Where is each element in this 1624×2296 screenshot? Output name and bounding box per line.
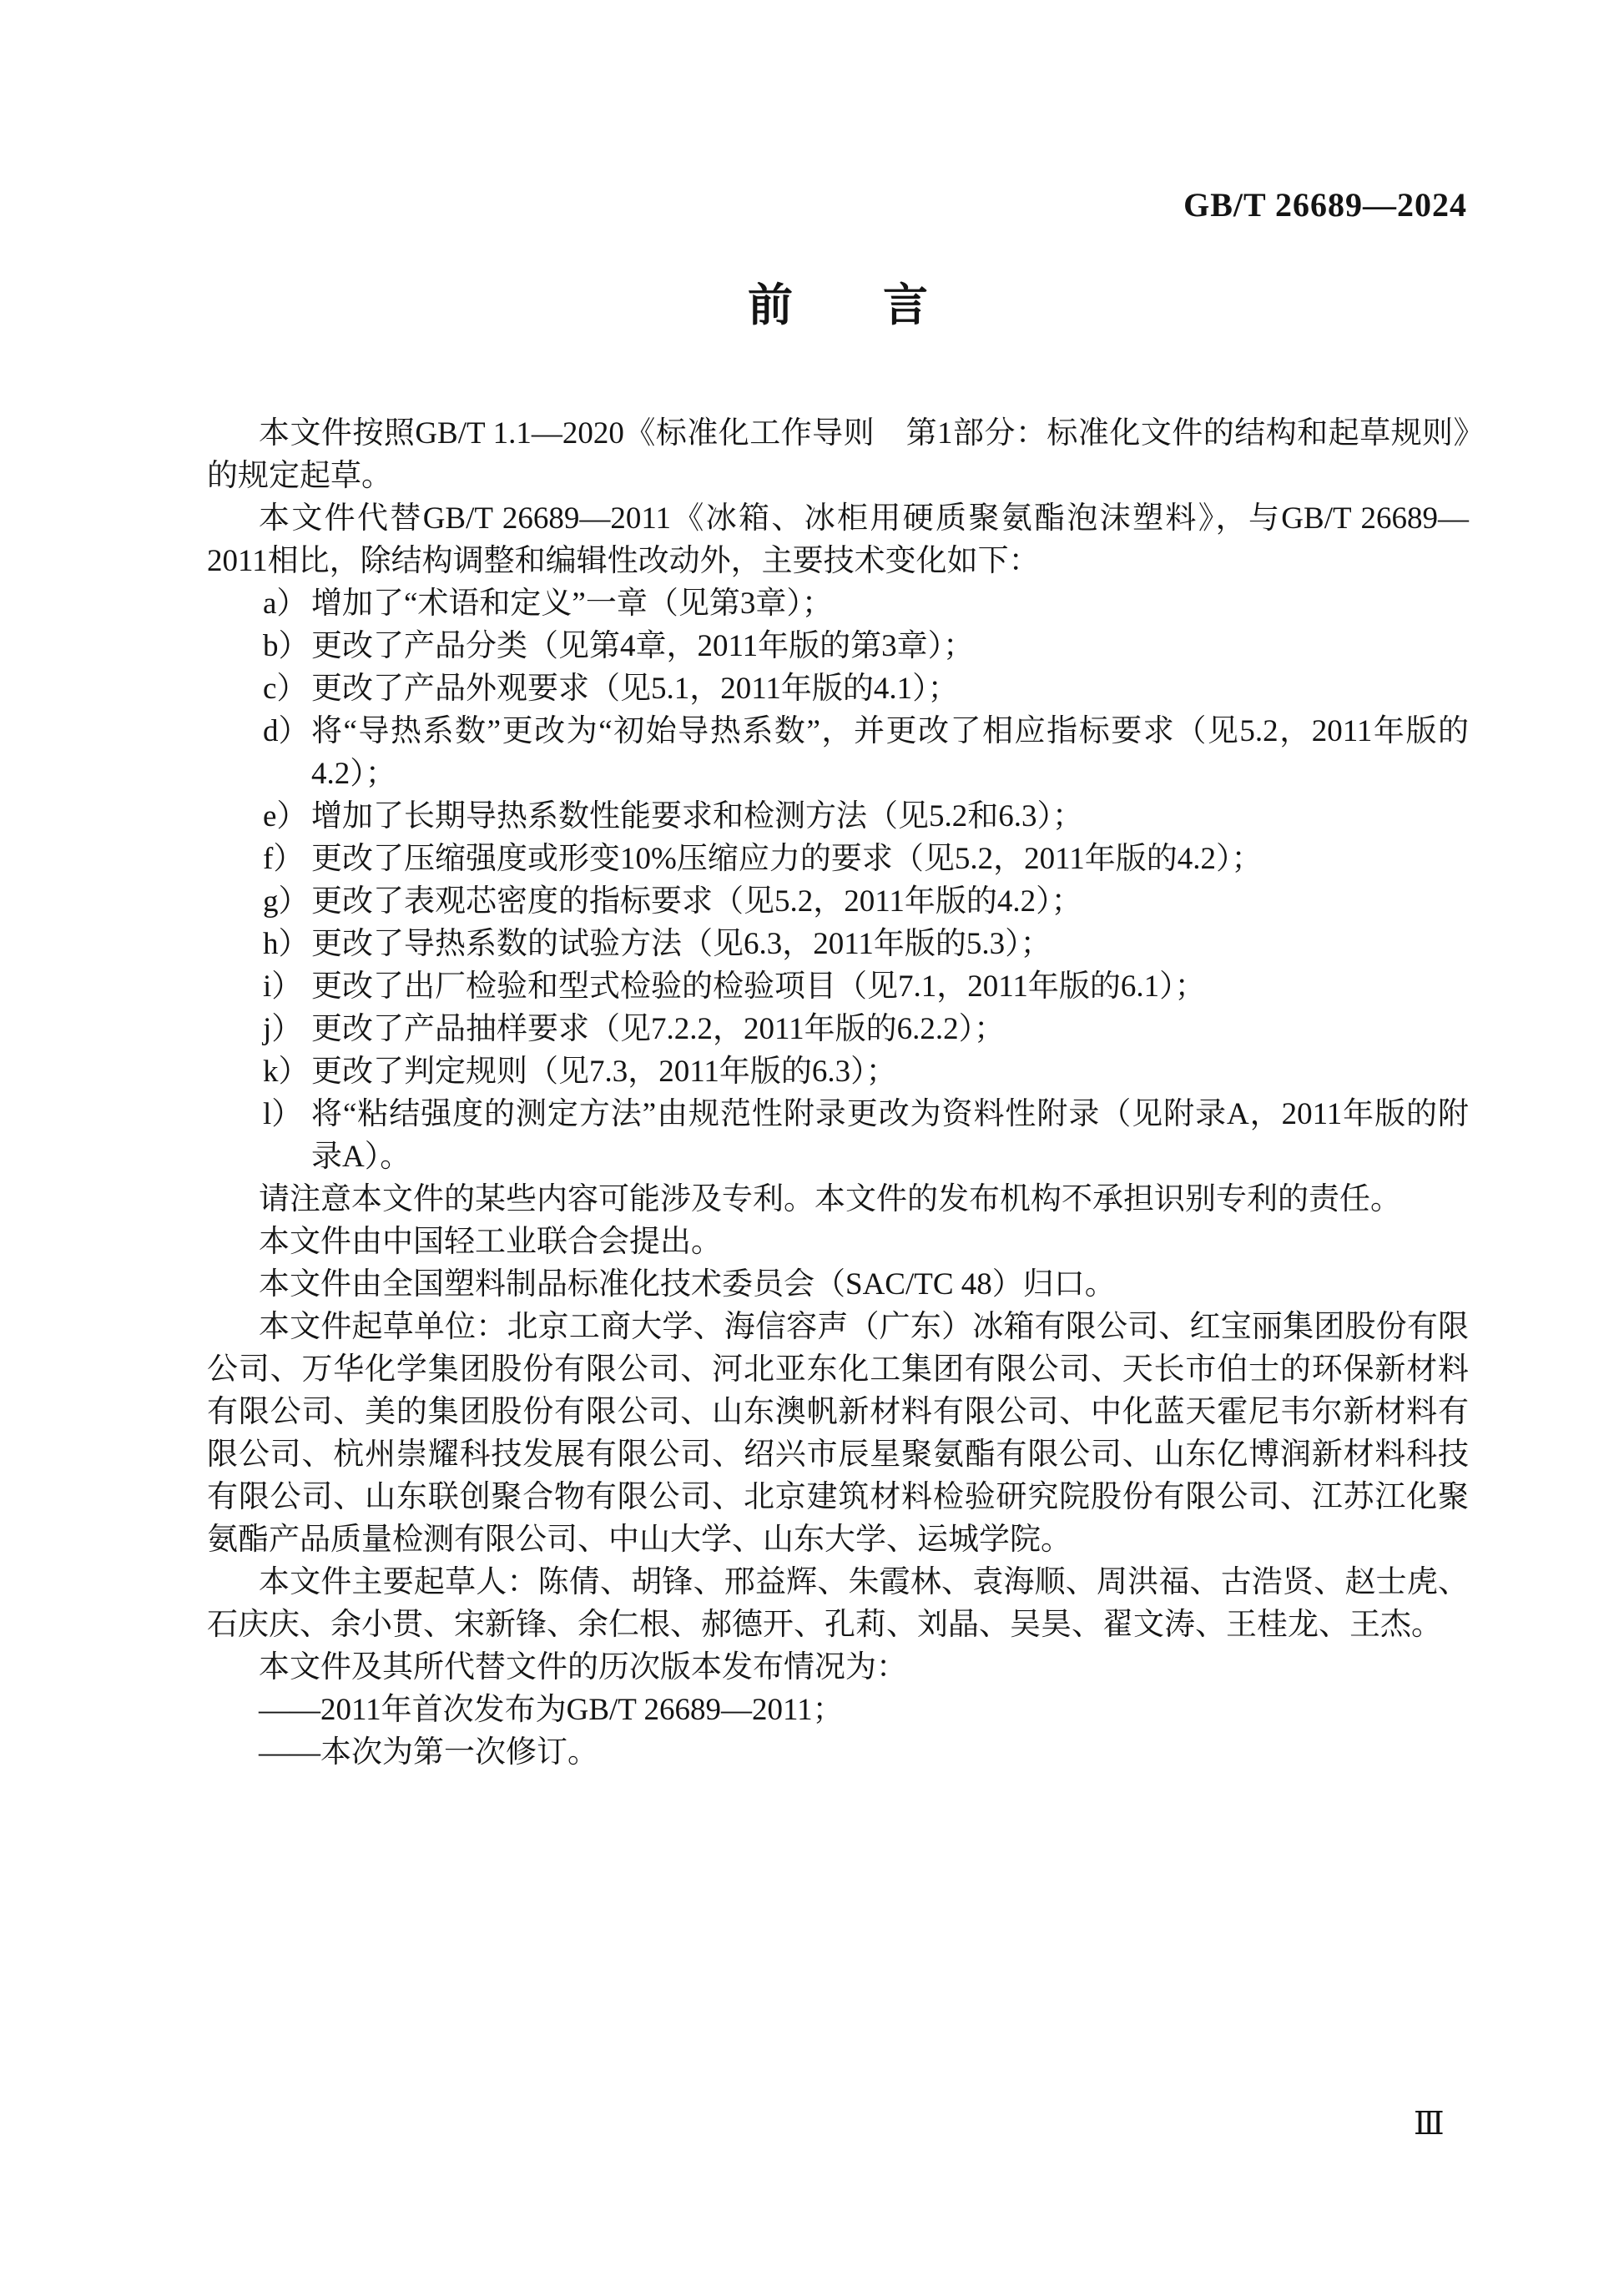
change-item <box>263 880 1469 923</box>
foreword-body <box>207 412 1469 1774</box>
change-marker: j） <box>263 1012 303 1046</box>
page-number: Ⅲ <box>1414 2107 1445 2142</box>
change-text: 更改了产品分类（见第4章，2011年版的第3章）； <box>311 629 975 663</box>
change-item <box>263 582 1469 625</box>
change-marker: h） <box>263 927 310 961</box>
change-marker: l） <box>263 1097 303 1131</box>
change-item <box>263 1050 1469 1093</box>
change-marker: k） <box>263 1055 310 1089</box>
change-text: 将“粘结强度的测定方法”由规范性附录更改为资料性附录（见附录A，2011年版的附录A）。 <box>311 1097 1469 1174</box>
change-marker: g） <box>263 884 310 919</box>
change-text: 更改了导热系数的试验方法（见6.3，2011年版的5.3）； <box>311 927 1052 961</box>
paragraph-drafting-units: 本文件起草单位：北京工商大学、海信容声（广东）冰箱有限公司、红宝丽集团股份有限公司、万华化学集团股份有限公司、河北亚东化工集团有限公司、天长市伯士的环保新材料有限公司、美的集团股份有限公司、山东澳帆新材料有限公司、中化蓝天霍尼韦尔新材料有限公司、杭州崇耀科技发展有限公司、绍兴市辰星聚氨酯有限公司、山东亿博润新材料科技有限公司、山东联创聚合物有限公司、北京建筑材料检验研究院股份有限公司、江苏江化聚氨酯产品质量检测有限公司、中山大学、山东大学、运城学院。 <box>207 1310 1469 1557</box>
page-title: 前 言 <box>748 280 928 330</box>
change-item <box>263 710 1469 795</box>
paragraph-drafters: 本文件主要起草人：陈倩、胡锋、邢益辉、朱霞林、袁海顺、周洪福、古浩贤、赵士虎、石庆庆、余小贯、宋新锋、余仁根、郝德开、孔莉、刘晶、吴昊、翟文涛、王桂龙、王杰。 <box>207 1565 1469 1642</box>
change-text: 更改了判定规则（见7.3，2011年版的6.3）； <box>311 1055 897 1089</box>
change-item <box>263 965 1469 1008</box>
paragraph-drafting-basis: 本文件按照GB/T 1.1—2020《标准化工作导则 第1部分：标准化文件的结构和起草规则》的规定起草。 <box>207 416 1469 493</box>
change-marker: b） <box>263 629 310 663</box>
change-item <box>263 795 1469 838</box>
standard-code: GB/T 26689—2024 <box>1183 186 1467 224</box>
change-text: 更改了压缩强度或形变10%压缩应力的要求（见5.2，2011年版的4.2）； <box>311 842 1263 876</box>
change-marker: i） <box>263 969 303 1004</box>
history-item-current-revision: ——本次为第一次修订。 <box>259 1735 598 1770</box>
paragraph-patent-note: 请注意本文件的某些内容可能涉及专利。本文件的发布机构不承担识别专利的责任。 <box>259 1182 1401 1216</box>
paragraph-history-intro: 本文件及其所代替文件的历次版本发布情况为： <box>259 1650 907 1684</box>
change-marker: e） <box>263 799 308 833</box>
change-item <box>263 625 1469 667</box>
paragraph-proposer: 本文件由中国轻工业联合会提出。 <box>259 1225 722 1259</box>
change-item <box>263 838 1469 880</box>
change-marker: c） <box>263 672 308 706</box>
changes-list <box>207 582 1469 1178</box>
paragraph-replacement-note: 本文件代替GB/T 26689—2011《冰箱、冰柜用硬质聚氨酯泡沫塑料》，与GB/T 26689—2011相比，除结构调整和编辑性改动外，主要技术变化如下： <box>207 501 1469 578</box>
change-text: 更改了产品外观要求（见5.1，2011年版的4.1）； <box>311 672 959 706</box>
change-item <box>263 1093 1469 1178</box>
change-marker: a） <box>263 587 308 621</box>
change-text: 更改了出厂检验和型式检验的检验项目（见7.1，2011年版的6.1）； <box>311 969 1206 1004</box>
change-item <box>263 1008 1469 1050</box>
history-item-first-publication: ——2011年首次发布为GB/T 26689—2011； <box>259 1693 844 1727</box>
change-text: 将“导热系数”更改为“初始导热系数”，并更改了相应指标要求（见5.2，2011年版的4.2）； <box>311 714 1469 791</box>
change-item <box>263 667 1469 710</box>
change-marker: f） <box>263 842 305 876</box>
change-item <box>263 923 1469 965</box>
paragraph-committee: 本文件由全国塑料制品标准化技术委员会（SAC/TC 48）归口。 <box>259 1267 1116 1302</box>
change-text: 更改了表观芯密度的指标要求（见5.2，2011年版的4.2）； <box>311 884 1082 919</box>
change-marker: d） <box>263 714 310 748</box>
change-text: 更改了产品抽样要求（见7.2.2，2011年版的6.2.2）； <box>311 1012 1006 1046</box>
change-text: 增加了“术语和定义”一章（见第3章）； <box>311 587 833 621</box>
change-text: 增加了长期导热系数性能要求和检测方法（见5.2和6.3）； <box>311 799 1083 833</box>
